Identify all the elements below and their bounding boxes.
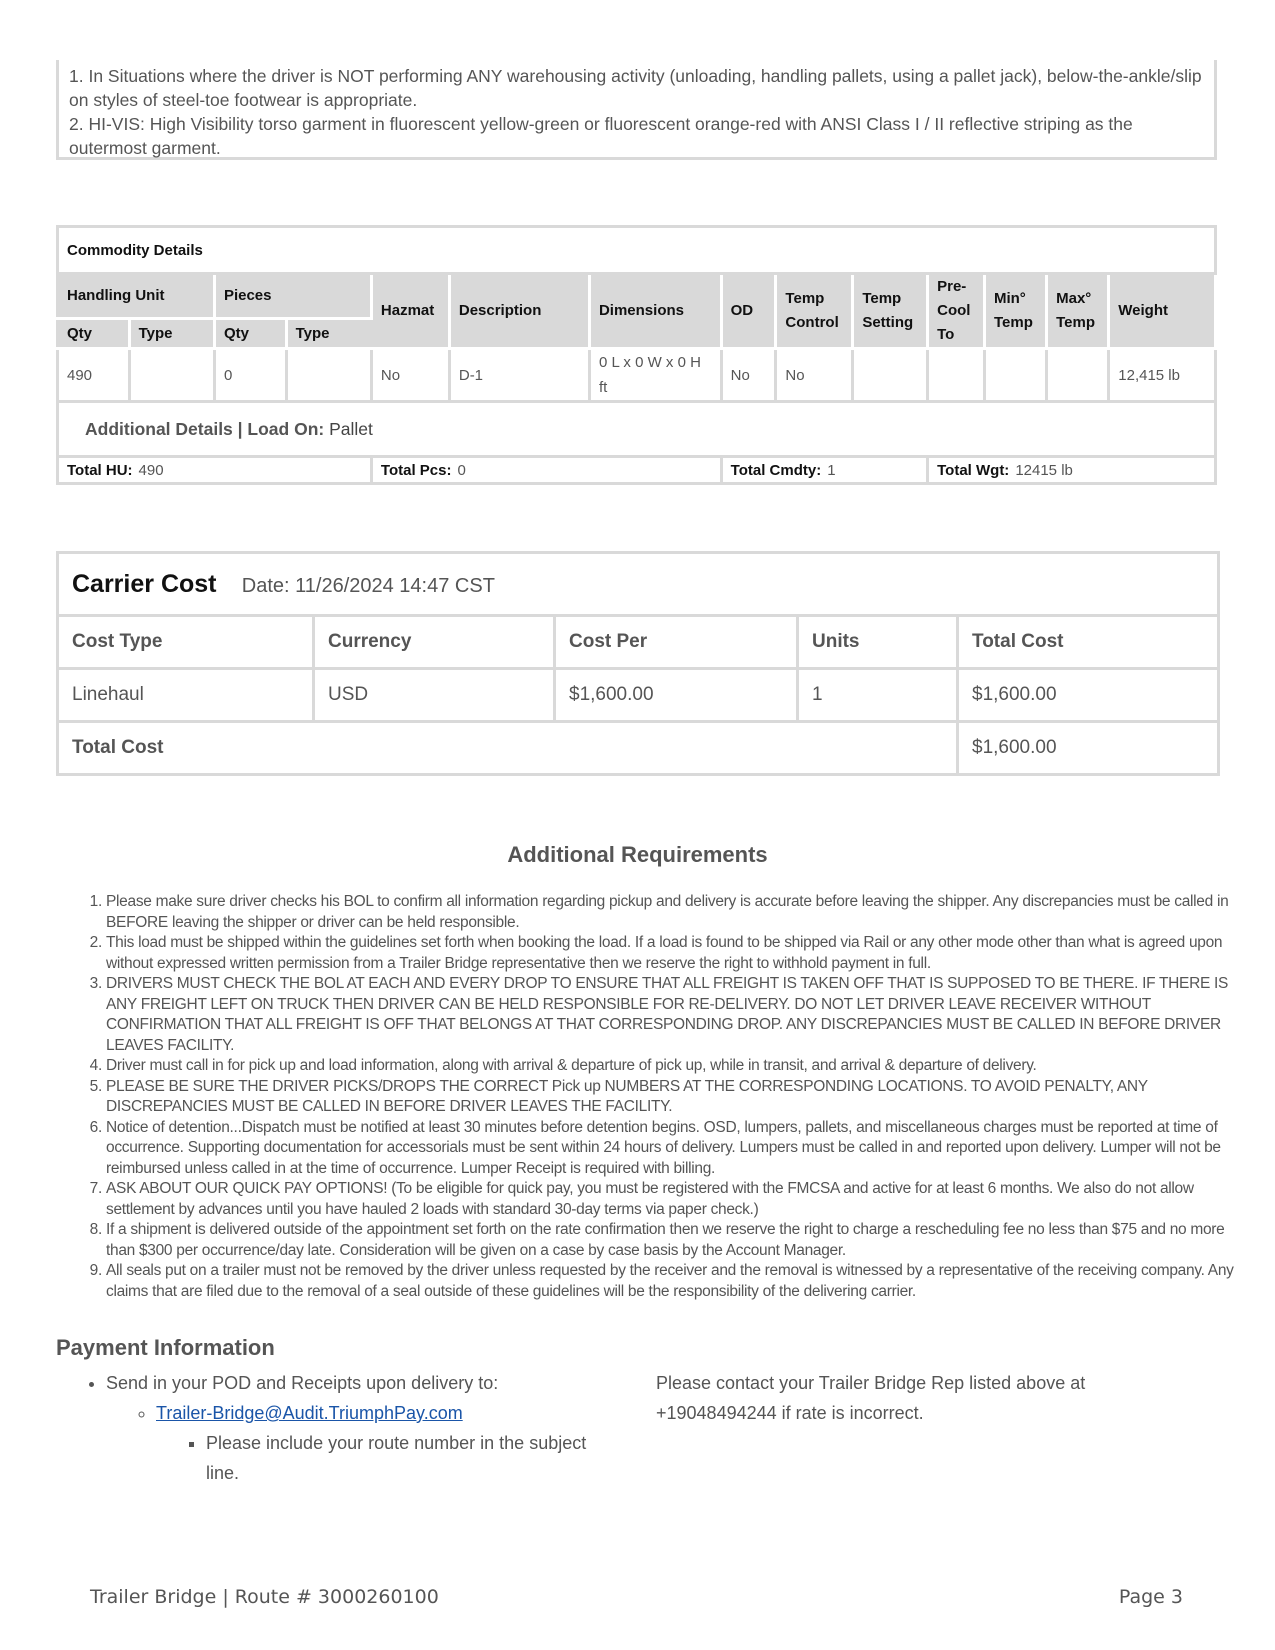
total-wgt-value: 12415 lb	[1015, 461, 1073, 479]
col-dimensions: Dimensions	[589, 274, 721, 349]
max-temp-cell	[1047, 349, 1109, 402]
col-description: Description	[449, 274, 589, 349]
total-cost-label: Total Cost	[58, 722, 958, 775]
col-handling-unit: Handling Unit	[58, 274, 215, 319]
carrier-cost-table	[56, 551, 1220, 776]
col-units: Units	[798, 616, 958, 669]
page-number: Page 3	[1118, 1586, 1183, 1608]
list-item: 1. Please make sure driver checks his BOL to confirm all information regarding pickup and delivery is accurate before leaving the shipper. Any discrepancies must be called in BEFORE leaving the shipper or driver can be held responsible.	[106, 892, 1241, 933]
col-max-temp: Max° Temp	[1047, 274, 1109, 349]
col-weight: Weight	[1109, 274, 1216, 349]
total-cmdty-value: 1	[827, 461, 836, 479]
description-cell: D-1	[449, 349, 589, 402]
total-hu-value: 490	[138, 461, 164, 479]
list-item: 8. If a shipment is delivered outside of the appointment set forth on the rate confirmation then we reserve the right to charge a rescheduling fee no less than $75 and no more than $300 per occurrence/day late. Consideration will be given on a case by case basis by the Account Manager.	[106, 1220, 1241, 1261]
list-item: 7. ASK ABOUT OUR QUICK PAY OPTIONS! (To be eligible for quick pay, you must be registered with the FMCSA and active for at least 6 months. We also do not allow settlement by advances until you have hauled 2 loads with standard 30-day terms via paper check.)	[106, 1179, 1241, 1220]
total-cmdty	[721, 457, 927, 484]
total-pcs-label: Total Pcs:	[380, 461, 452, 479]
temp-setting-cell	[853, 349, 928, 402]
col-temp-control: Temp Control	[776, 274, 853, 349]
dimensions-cell: 0 L x 0 W x 0 H ft	[589, 349, 721, 402]
audit-email-link[interactable]: Trailer-Bridge@Audit.TriumphPay.com	[156, 1403, 463, 1423]
list-item: 5. PLEASE BE SURE THE DRIVER PICKS/DROPS THE CORRECT Pick up NUMBERS AT THE CORRESPONDING LOCATIONS. TO AVOID PENALTY, ANY DISCREPANCIES MUST BE CALLED IN BEFORE DRIVER LEAVES THE FACILITY.	[106, 1077, 1241, 1118]
list-item: 4. Driver must call in for pick up and load information, along with arrival & departure of pick up, while in transit, and arrival & departure of delivery.	[106, 1056, 1241, 1077]
carrier-cost-title: Carrier Cost	[72, 569, 217, 598]
pcs-type-cell	[286, 349, 371, 402]
col-currency: Currency	[314, 616, 555, 669]
payment-information-title: Payment Information	[56, 1335, 275, 1360]
subject-note: ▪ Please include your route number in the subject line.	[206, 1428, 620, 1488]
list-item: 9. All seals put on a trailer must not be removed by the driver unless requested by the receiver and the removal is witnessed by a representative of the receiving company. Any claims that are filed due to the removal of a seal outside of these guidelines will be the responsibility of the delivering carrier.	[106, 1261, 1241, 1302]
col-od: OD	[721, 274, 776, 349]
list-item	[156, 1398, 620, 1488]
min-temp-cell	[984, 349, 1046, 402]
list-item: 3. DRIVERS MUST CHECK THE BOL AT EACH AND EVERY DROP TO ENSURE THAT ALL FREIGHT IS TAKEN OFF THAT IS SUPPOSED TO BE THERE. IF THERE IS ANY FREIGHT LEFT ON TRUCK THEN DRIVER CAN BE HELD RESPONSIBLE FOR RE-DELIVERY. DO NOT LET DRIVER LEAVE RECEIVER WITHOUT CONFIRMATION THAT ALL FREIGHT IS OFF THAT BELONGS AT THAT CORRESPONDING DROP. ANY DISCREPANCIES MUST BE CALLED IN BEFORE DRIVER LEAVES FACILITY.	[106, 974, 1241, 1056]
load-on-value: Pallet	[329, 418, 373, 439]
total-pcs	[371, 457, 721, 484]
col-hazmat: Hazmat	[371, 274, 449, 349]
units-cell: 1	[798, 669, 958, 722]
pcs-qty-cell: 0	[214, 349, 286, 402]
payment-instructions	[80, 1368, 620, 1488]
col-hu-type: Type	[129, 319, 214, 349]
temp-control-cell: No	[776, 349, 853, 402]
carrier-cost-date: Date: 11/26/2024 14:47 CST	[241, 574, 495, 597]
col-temp-setting: Temp Setting	[853, 274, 928, 349]
note-hivis: 2. HI-VIS: High Visibility torso garment in fluorescent yellow-green or fluorescent orange-red with ANSI Class I / II reflective striping as the outermost garment.	[69, 114, 1133, 158]
cost-per-cell: $1,600.00	[555, 669, 798, 722]
table-row	[58, 669, 1219, 722]
table-row	[58, 349, 1216, 402]
additional-requirements-title: Additional Requirements	[507, 842, 768, 867]
od-cell: No	[721, 349, 776, 402]
additional-details-label: Additional Details | Load On:	[85, 418, 325, 439]
total-cost-cell: $1,600.00	[958, 669, 1219, 722]
weight-cell: 12,415 lb	[1109, 349, 1216, 402]
total-hu-label: Total HU:	[67, 461, 133, 479]
total-wgt	[928, 457, 1216, 484]
footer-route: Trailer Bridge | Route # 3000260100	[90, 1586, 439, 1608]
carrier-cost-header	[58, 553, 1219, 616]
col-min-temp: Min° Temp	[984, 274, 1046, 349]
currency-cell: USD	[314, 669, 555, 722]
col-cost-per: Cost Per	[555, 616, 798, 669]
requirements-list	[80, 892, 1241, 1302]
col-pre-cool: Pre-Cool To	[928, 274, 985, 349]
hu-type-cell	[129, 349, 214, 402]
cost-type-cell: Linehaul	[58, 669, 314, 722]
col-hu-qty: Qty	[58, 319, 130, 349]
col-pcs-type: Type	[286, 319, 371, 349]
pre-cool-cell	[928, 349, 985, 402]
send-pod-text: Send in your POD and Receipts upon delivery to:	[106, 1373, 499, 1393]
list-item: 2. This load must be shipped within the guidelines set forth when booking the load. If a load is found to be shipped via Rail or any other mode other than what is agreed upon without expressed written permission from a Trailer Bridge representative then we reserve the right to withhold payment in full.	[106, 933, 1241, 974]
total-wgt-label: Total Wgt:	[937, 461, 1010, 479]
commodity-details-table	[56, 225, 1217, 485]
hazmat-cell: No	[371, 349, 449, 402]
col-cost-type: Cost Type	[58, 616, 314, 669]
total-cmdty-label: Total Cmdty:	[730, 461, 822, 479]
total-pcs-value: 0	[457, 461, 466, 479]
rate-contact-note: Please contact your Trailer Bridge Rep listed above at +19048494244 if rate is incorrect.	[656, 1373, 1086, 1423]
col-total-cost: Total Cost	[958, 616, 1219, 669]
total-hu	[58, 457, 372, 484]
list-item: 6. Notice of detention...Dispatch must be notified at least 30 minutes before detention begins. OSD, lumpers, pallets, and miscellaneous charges must be reported at time of occurrence. Supporting documentation for accessorials must be sent within 24 hours of delivery. Lumpers must be called in and reported upon delivery. Lumper will not be reimbursed unless called in at the time of occurrence. Lumper Receipt is required with billing.	[106, 1118, 1241, 1180]
note-footwear: 1. In Situations where the driver is NOT performing ANY warehousing activity (unloading, handling pallets, using a pallet jack), below-the-ankle/slip on styles of steel-toe footwear is appropriate.	[69, 66, 1202, 110]
additional-details	[58, 402, 1216, 457]
total-cost-value: $1,600.00	[958, 722, 1219, 775]
commodity-details-title: Commodity Details	[58, 227, 1216, 274]
footwear-hivis-notes	[56, 60, 1217, 160]
col-pcs-qty: Qty	[214, 319, 286, 349]
hu-qty-cell: 490	[58, 349, 130, 402]
col-pieces: Pieces	[214, 274, 371, 319]
list-item	[106, 1368, 620, 1488]
